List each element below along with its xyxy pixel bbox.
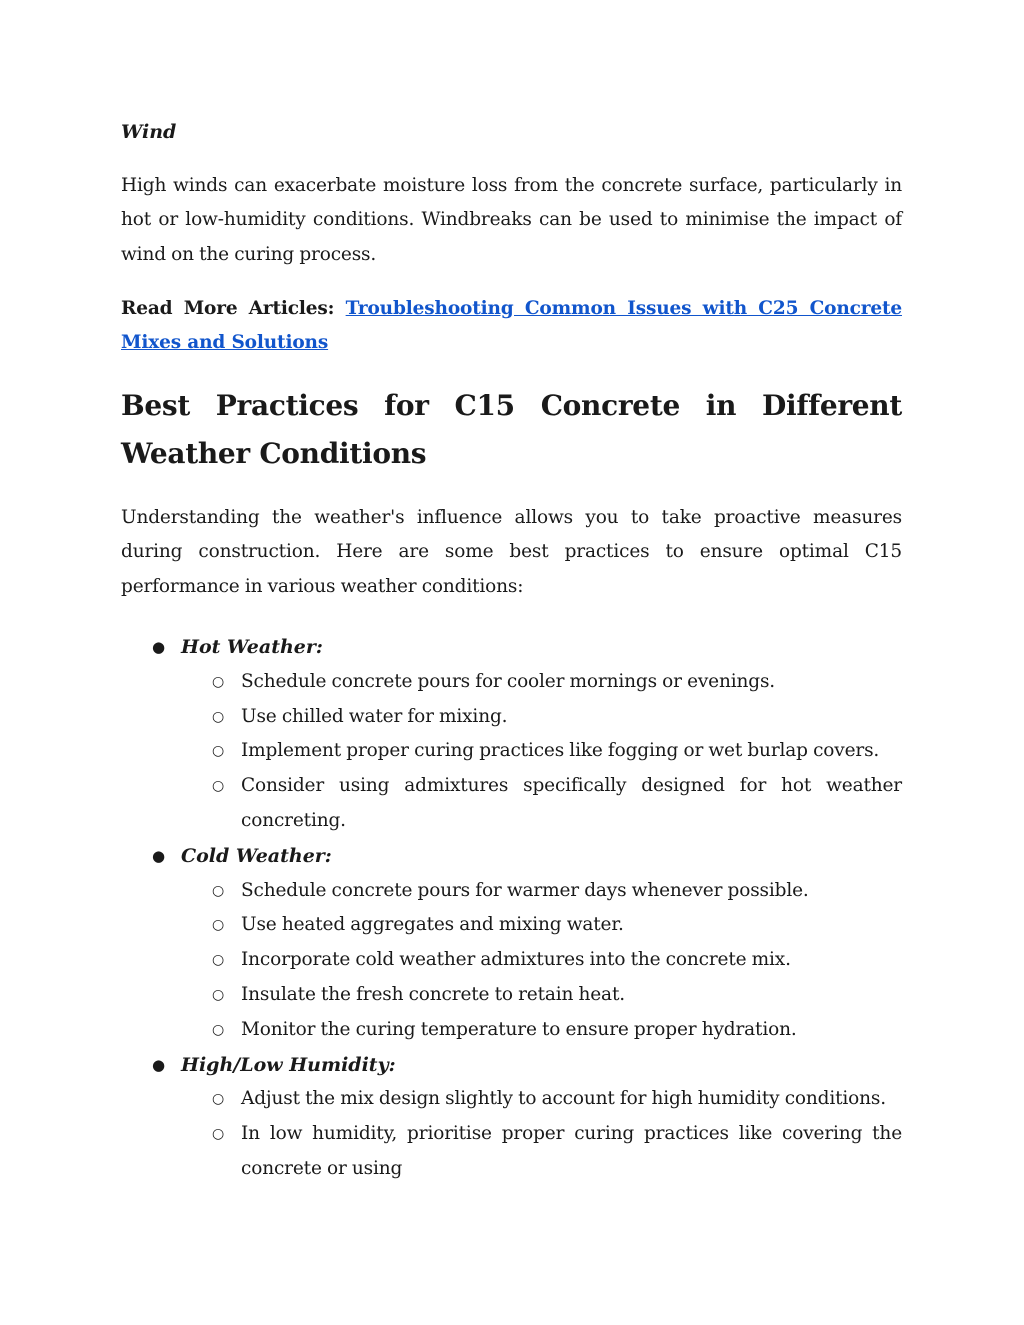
list-item-text: Use chilled water for mixing. xyxy=(241,705,508,727)
list-item xyxy=(181,874,902,909)
read-more-link[interactable]: Troubleshooting Common Issues with C25 Concrete Mixes and Solutions xyxy=(121,298,902,354)
list-item-text: Incorporate cold weather admixtures into the concrete mix. xyxy=(241,949,791,971)
read-more-label: Read More Articles: xyxy=(121,298,335,319)
list-item xyxy=(181,1082,902,1117)
bullet-cold-weather xyxy=(121,839,902,1048)
bullet-label: Hot Weather: xyxy=(181,636,323,658)
wind-subheading: Wind xyxy=(121,121,177,143)
circle-bullet-icon: ○ xyxy=(212,882,225,899)
bullet-icon: ● xyxy=(152,846,166,865)
bullet-icon: ● xyxy=(152,638,166,656)
list-item-text: Schedule concrete pours for warmer days whenever possible. xyxy=(241,879,809,901)
list-item-text: Adjust the mix design slightly to account for high humidity conditions. xyxy=(241,1088,887,1110)
list-item xyxy=(181,978,902,1013)
cold-weather-sublist xyxy=(181,874,902,1048)
bullet-hot-weather xyxy=(121,630,902,839)
list-item xyxy=(181,908,902,943)
list-item xyxy=(181,734,902,769)
circle-bullet-icon: ○ xyxy=(212,1021,225,1038)
list-item xyxy=(181,1117,902,1187)
circle-bullet-icon: ○ xyxy=(212,917,225,934)
list-item-text: Implement proper curing practices like fogging or wet burlap covers. xyxy=(241,740,880,762)
circle-bullet-icon: ○ xyxy=(212,1126,225,1143)
bullet-icon: ● xyxy=(152,1055,166,1074)
list-item-text: Schedule concrete pours for cooler mornings or evenings. xyxy=(241,670,776,692)
circle-bullet-icon: ○ xyxy=(212,952,225,969)
list-item-text: Insulate the fresh concrete to retain heat. xyxy=(241,983,625,1005)
section-intro: Understanding the weather's influence allows you to take proactive measures during construction. Here are some best practices to ensure optimal C15 performance in various weather conditions: xyxy=(121,507,902,597)
list-item-text: Consider using admixtures specifically designed for hot weather concreting. xyxy=(241,775,902,831)
circle-bullet-icon: ○ xyxy=(212,743,225,760)
list-item xyxy=(181,700,902,735)
list-item xyxy=(181,943,902,978)
section-heading: Best Practices for C15 Concrete in Different Weather Conditions xyxy=(121,389,902,470)
wind-paragraph: High winds can exacerbate moisture loss from the concrete surface, particularly in hot or low-humidity conditions. Windbreaks can be used to minimise the impact of wind on the curing process. xyxy=(121,175,902,265)
bullet-label: High/Low Humidity: xyxy=(181,1053,396,1076)
read-more-line xyxy=(121,292,902,361)
circle-bullet-icon: ○ xyxy=(212,986,225,1003)
circle-bullet-icon: ○ xyxy=(212,1091,225,1108)
bullet-label: Cold Weather: xyxy=(181,844,332,867)
list-item-text: Use heated aggregates and mixing water. xyxy=(241,914,624,936)
circle-bullet-icon: ○ xyxy=(212,778,225,795)
list-item xyxy=(181,1013,902,1048)
list-item xyxy=(181,665,902,700)
hot-weather-sublist xyxy=(181,665,902,839)
bullet-humidity xyxy=(121,1048,902,1187)
list-item-text: Monitor the curing temperature to ensure proper hydration. xyxy=(241,1018,797,1040)
circle-bullet-icon: ○ xyxy=(212,708,225,725)
list-item xyxy=(181,769,902,839)
humidity-sublist xyxy=(181,1082,902,1186)
list-item-text: In low humidity, prioritise proper curing practices like covering the concrete or using xyxy=(241,1123,902,1179)
weather-practices-list xyxy=(121,630,902,1187)
circle-bullet-icon: ○ xyxy=(212,673,225,690)
